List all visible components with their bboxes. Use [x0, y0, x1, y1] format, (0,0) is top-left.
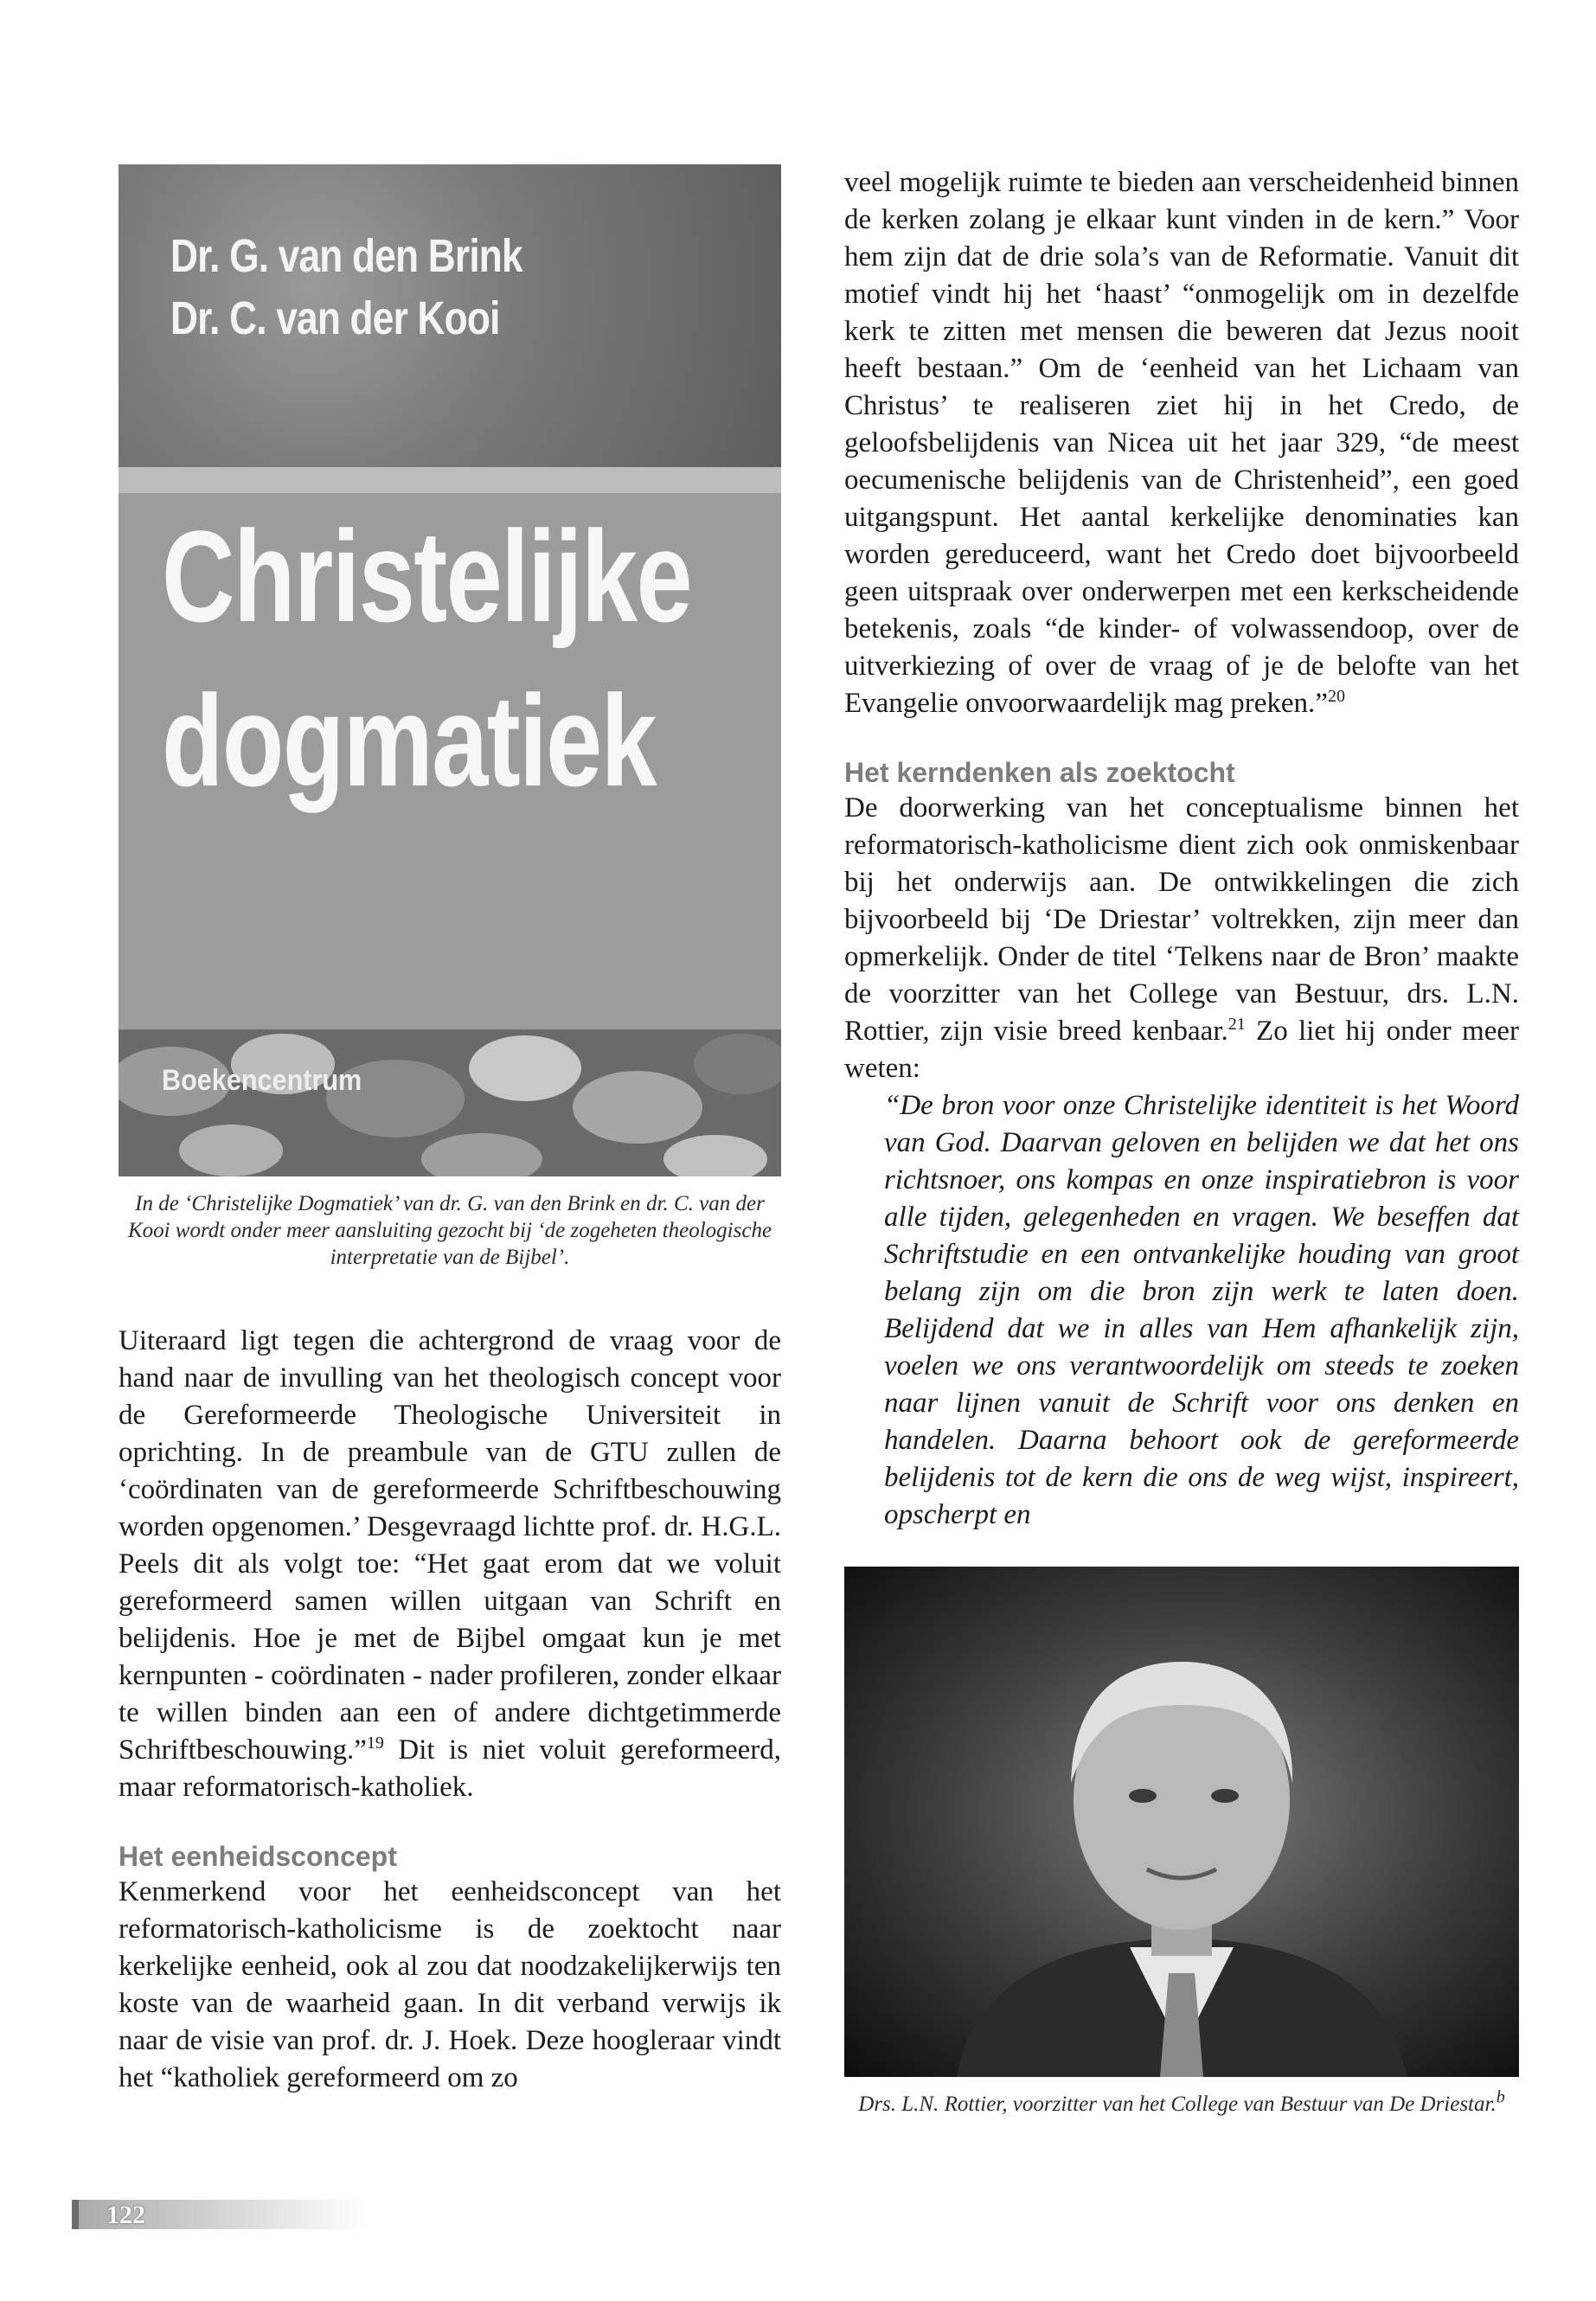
- cover-publisher: Boekencentrum: [162, 1064, 362, 1097]
- cover-authors: [170, 225, 522, 349]
- cover-author-2: Dr. C. van der Kooi: [170, 292, 500, 344]
- footnote-19[interactable]: 19: [366, 1734, 384, 1753]
- portrait-photo: [844, 1567, 1519, 2077]
- book-cover-image: [119, 164, 781, 1176]
- right-paragraph-1: veel mogelijk ruimte te bieden aan verscheidenheid binnen de kerken zolang je elkaar kunt vinden in de kern.” Voor hem zijn dat de drie sola’s van de Reformatie. Vanuit dit motief vindt hij het ‘haast’ “onmogelijk om in dezelfde kerk te zitten met mensen die beweren dat Jezus nooit heeft bestaan.” Om de ‘eenheid van het Lichaam van Christus’ te realiseren ziet hij in het Credo, de geloofsbelijdenis van Nicea uit het jaar 329, “de meest oecumenische belijdenis van de Christenheid”, een goed uitgangspunt. Het aantal kerkelijke denominaties kan worden gereduceerd, want het Credo doet bijvoorbeeld geen uitspraak over onderwerpen met een kerkscheidende betekenis, zoals “de kinder- of volwassendoop, over de uitverkiezing of over de vraag of je de belofte van het Evangelie onvoorwaardelijk mag preken.”$^{20}$: [844, 167, 1519, 719]
- footnote-20[interactable]: 20: [1327, 687, 1345, 706]
- cover-caption: In de ‘Christelijke Dogmatiek’ van dr. G. van den Brink en dr. C. van der Kooi wordt onder meer aansluiting gezocht bij ‘de zogeheten theologische interpretatie van de Bijbel’.: [127, 1192, 772, 1269]
- footnote-b[interactable]: b: [1496, 2087, 1505, 2107]
- left-column: [119, 164, 781, 2097]
- footnote-21[interactable]: 21: [1227, 1015, 1246, 1034]
- page-number: 122: [106, 2201, 145, 2229]
- cover-title-line-2: dogmatiek: [162, 668, 657, 813]
- right-paragraph-2: De doorwerking van het conceptualisme binnen het reformatorisch-katholicisme dient zich ook onmiskenbaar bij het onderwijs aan. De ontwikkelingen die zich bijvoorbeeld bij ‘De Driestar’ voltrekken, zijn meer dan opmerkelijk. Onder de titel ‘Telkens naar de Bron’ maakte de voorzitter van het College van Bestuur, drs. L.N. Rottier, zijn visie breed kenbaar.$^{21}$ Zo liet hij onder meer weten:: [844, 792, 1519, 1084]
- cover-title-line-1: Christelijke: [162, 503, 692, 649]
- cover-stones-photo: [119, 1029, 781, 1176]
- cover-author-1: Dr. G. van den Brink: [170, 230, 522, 282]
- left-paragraph-1: Uiteraard ligt tegen die achtergrond de vraag voor de hand naar de invulling van het theologisch concept voor de Gereformeerde Theologische Universiteit in oprichting. In de preambule van de GTU zullen de ‘coördinaten van de gereformeerde Schriftbeschouwing worden opgenomen.’ Desgevraagd lichtte prof. dr. H.G.L. Peels dit als volgt toe: “Het gaat erom dat we voluit gereformeerd samen willen uitgaan van Schrift en belijdenis. Hoe je met de Bijbel omgaat kun je met kernpunten - coördinaten - nader profileren, zonder elkaar te willen binden aan een of andere dichtgetimmerde Schriftbeschouwing.”$^{19}$ Dit is niet voluit gereformeerd, maar reformatorisch-katholiek.: [119, 1325, 781, 1803]
- heading-kerndenken: Het kerndenken als zoektocht: [844, 757, 1235, 788]
- portrait-caption: Drs. L.N. Rottier, voorzitter van het College van Bestuur van De Driestar.$^b$: [858, 2087, 1505, 2116]
- right-column: [844, 164, 1519, 2118]
- left-paragraph-2: Kenmerkend voor het eenheidsconcept van het reformatorisch-katholicisme is de zoektocht naar kerkelijke eenheid, ook al zou dat noodzakelijkerwijs ten koste van de waarheid gaan. In dit verband verwijs ik naar de visie van prof. dr. J. Hoek. Deze hoogleraar vindt het “katholiek gereformeerd om zo: [119, 1876, 781, 2093]
- page-number-bar: [72, 2200, 366, 2229]
- quote-block: “De bron voor onze Christelijke identiteit is het Woord van God. Daarvan geloven en belijden we dat het ons richtsnoer, ons kompas en onze inspiratiebron is voor alle tijden, gelegenheden en vragen. We beseffen dat Schriftstudie en een ontvankelijke houding van groot belang zijn om die bron zijn werk te laten doen. Belijdend dat we in alles van Hem afhankelijk zijn, voelen we ons verantwoordelijk om steeds te zoeken naar lijnen vanuit de Schrift voor ons denken en handelen. Daarna behoort ook de gereformeerde belijdenis tot de kern die ons de weg wijst, inspireert, opscherpt en: [884, 1090, 1519, 1530]
- heading-eenheidsconcept: Het eenheidsconcept: [119, 1841, 397, 1872]
